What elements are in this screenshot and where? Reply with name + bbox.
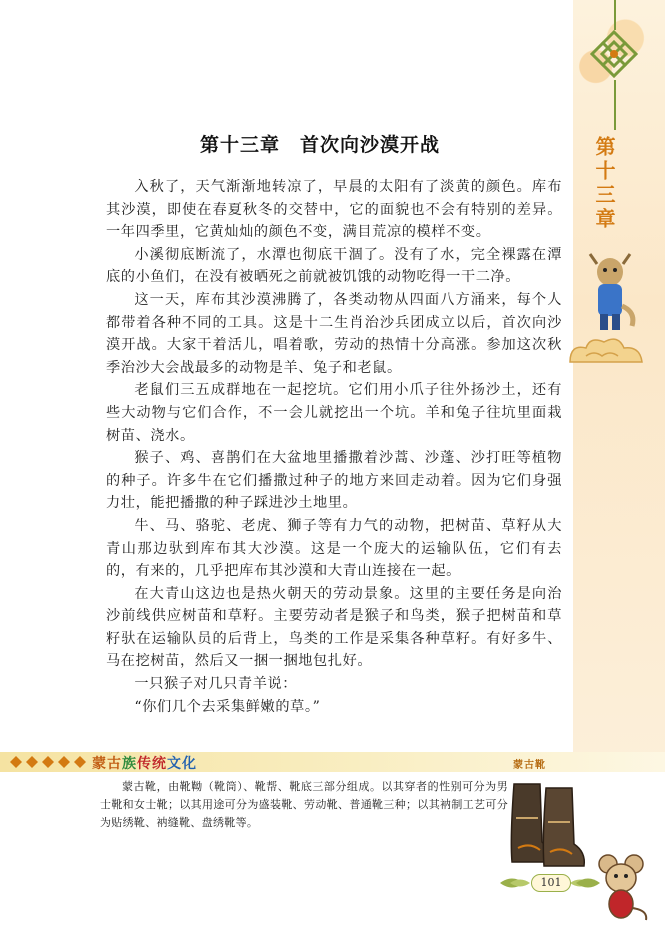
chapter-title: 第十三章 首次向沙漠开战: [200, 134, 441, 156]
body-paragraph: “你们几个去采集鲜嫩的草。”: [134, 698, 321, 715]
side-decoration-band: [573, 0, 665, 760]
dragon-character-illustration: [580, 252, 638, 334]
diamond-pattern-icon: [10, 756, 88, 768]
side-stripe-middle: [614, 80, 616, 130]
culture-title-part: 文化: [167, 756, 197, 772]
culture-description: [100, 778, 508, 832]
body-paragraph: 在大青山这边也是热火朝天的劳动景象。这里的主要任务是向治沙前线供应树苗和草籽。主要劳动者是猴子和鸟类，猴子把树苗和草籽驮在运输队员的后背上，鸟类的工作是采集各种草籽。有好多牛、马在挖树苗，然后又一捆一捆地包扎好。: [106, 585, 562, 670]
culture-title-part: 传统: [137, 756, 167, 772]
chapter-tab-label: 第十三章: [592, 136, 616, 232]
body-paragraph: 一只猴子对几只青羊说：: [134, 676, 298, 693]
chapter-body-text: [106, 176, 562, 718]
culture-box-title: [92, 753, 197, 773]
body-paragraph: 牛、马、骆驼、老虎、狮子等有力气的动物，把树苗、草籽从大青山那边驮到库布其大沙漠。这是一个庞大的运输队伍，它们有去的，有来的，几乎把库布其沙漠和大青山连接在一起。: [106, 517, 562, 580]
culture-paragraph: 蒙古靴，由靴靿（靴筒）、靴帮、靴底三部分组成。以其穿者的性别可分为男士靴和女士靴；以其用途可分为盛装靴、劳动靴、普通靴三种；以其衲制工艺可分为贴绣靴、衲缝靴、盘绣靴等。: [100, 780, 508, 829]
body-paragraph: 老鼠们三五成群地在一起挖坑。它们用小爪子往外扬沙土，还有些大动物与它们合作，不一会儿就挖出一个坑。羊和兔子往坑里面栽树苗、浇水。: [106, 382, 562, 444]
culture-title-part: 族: [122, 756, 137, 772]
side-stripe-top: [614, 0, 616, 30]
culture-title-part: 蒙古: [92, 756, 122, 772]
body-paragraph: 这一天，库布其沙漠沸腾了，各类动物从四面八方涌来，每个人都带着各种不同的工具。这是十二生肖治沙兵团成立以后，首次向沙漠开战。大家干着活儿，唱着歌，劳动的热情十分高涨。参加这次秋季治沙大会战最多的动物是羊、兔子和老鼠。: [106, 291, 562, 376]
endless-knot-icon: [590, 30, 638, 78]
body-paragraph: 小溪彻底断流了，水潭也彻底干涸了。没有了水，完全裸露在潭底的小鱼们，在没有被晒死之前就被饥饿的动物吃得一干二净。: [106, 246, 562, 286]
culture-topic-tag: 蒙古靴: [513, 760, 546, 771]
mongolian-boots-illustration: [506, 778, 592, 872]
cloud-pattern-bottom: [566, 334, 646, 370]
page-number: 101: [531, 874, 571, 892]
body-paragraph: 入秋了，天气渐渐地转凉了，早晨的太阳有了淡黄的颜色。库布其沙漠，即使在春夏秋冬的交替中，它的面貌也不会有特别的差异。一年四季里，它黄灿灿的颜色不变，满目荒凉的模样不变。: [106, 179, 562, 241]
body-paragraph: 猴子、鸡、喜鹊们在大盆地里播撒着沙蒿、沙蓬、沙打旺等植物的种子。许多牛在它们播撒过种子的地方来回走动着。因为它们身强力壮，能把播撒的种子踩进沙土地里。: [106, 450, 562, 512]
mouse-character-illustration: [592, 852, 652, 922]
